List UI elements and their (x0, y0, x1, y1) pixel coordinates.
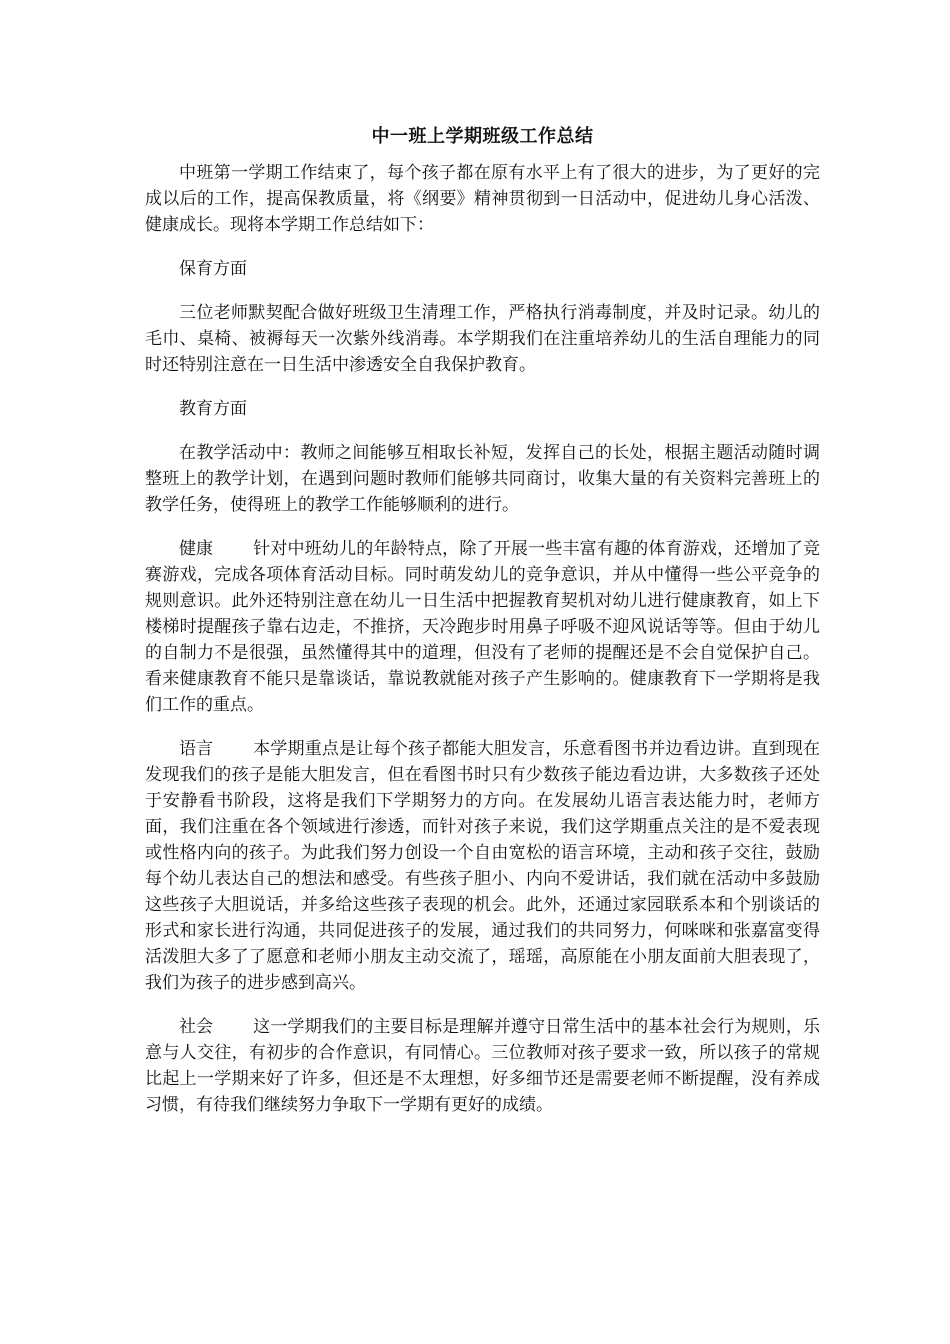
language-paragraph (145, 736, 820, 996)
society-text: 这一学期我们的主要目标是理解并遵守日常生活中的基本社会行为规则，乐意与人交往，有初步的合作意识，有同情心。三位教师对孩子要求一致，所以孩子的常规比起上一学期来好了许多，但还是不太理想，好多细节还是需要老师不断提醒，没有养成习惯，有待我们继续努力争取下一学期有更好的成绩。 (145, 1017, 820, 1115)
society-label: 社会 (179, 1017, 213, 1037)
care-heading: 保育方面 (179, 259, 247, 279)
health-paragraph (145, 536, 820, 718)
education-paragraph: 在教学活动中：教师之间能够互相取长补短，发挥自己的长处，根据主题活动随时调整班上的教学计划，在遇到问题时教师们能够共同商讨，收集大量的有关资料完善班上的教学任务，使得班上的教学工作能够顺利的进行。 (145, 443, 820, 515)
paragraph-spacer (145, 378, 820, 396)
paragraph-spacer (145, 282, 820, 300)
paragraph-spacer (145, 518, 820, 536)
paragraph-spacer (145, 718, 820, 736)
paragraph-spacer (145, 422, 820, 440)
language-text: 本学期重点是让每个孩子都能大胆发言，乐意看图书并边看边讲。直到现在发现我们的孩子是能大胆发言，但在看图书时只有少数孩子能边看边讲，大多数孩子还处于安静看书阶段，这将是我们下学期努力的方向。在发展幼儿语言表达能力时，老师方面，我们注重在各个领域进行渗透，而针对孩子来说，我们这学期重点关注的是不爱表现或性格内向的孩子。为此我们努力创设一个自由宽松的语言环境，主动和孩子交往，鼓励每个幼儿表达自己的想法和感受。有些孩子胆小、内向不爱讲话，我们就在活动中多鼓励这些孩子大胆说话，并多给这些孩子表现的机会。此外，还通过家园联系本和个别谈话的形式和家长进行沟通，共同促进孩子的发展，通过我们的共同努力，何咪咪和张嘉富变得活泼胆大多了了愿意和老师小朋友主动交流了，瑶瑶，高原能在小朋友面前大胆表现了，我们为孩子的进步感到高兴。 (145, 739, 820, 993)
intro-paragraph: 中班第一学期工作结束了，每个孩子都在原有水平上有了很大的进步，为了更好的完成以后的工作，提高保教质量，将《纲要》精神贯彻到一日活动中，促进幼儿身心活泼、健康成长。现将本学期工作总结如下： (145, 163, 820, 235)
document-title: 中一班上学期班级工作总结 (371, 126, 594, 147)
society-paragraph (145, 1014, 820, 1118)
education-heading: 教育方面 (179, 399, 247, 419)
language-label: 语言 (179, 739, 213, 759)
care-paragraph: 三位老师默契配合做好班级卫生清理工作，严格执行消毒制度，并及时记录。幼儿的毛巾、桌椅、被褥每天一次紫外线消毒。本学期我们在注重培养幼儿的生活自理能力的同时还特别注意在一日生活中渗透安全自我保护教育。 (145, 303, 820, 375)
paragraph-spacer (145, 996, 820, 1014)
document-body (145, 124, 820, 1118)
health-text: 针对中班幼儿的年龄特点，除了开展一些丰富有趣的体育游戏，还增加了竞赛游戏，完成各项体育活动目标。同时萌发幼儿的竞争意识，并从中懂得一些公平竞争的规则意识。此外还特别注意在幼儿一日生活中把握教育契机对幼儿进行健康教育，如上下楼梯时提醒孩子靠右边走，不推挤，天冷跑步时用鼻子呼吸不迎风说话等等。但由于幼儿的自制力不是很强，虽然懂得其中的道理，但没有了老师的提醒还是不会自觉保护自己。看来健康教育不能只是靠谈话，靠说教就能对孩子产生影响的。健康教育下一学期将是我们工作的重点。 (145, 539, 820, 715)
paragraph-spacer (145, 238, 820, 256)
health-label: 健康 (179, 539, 213, 559)
